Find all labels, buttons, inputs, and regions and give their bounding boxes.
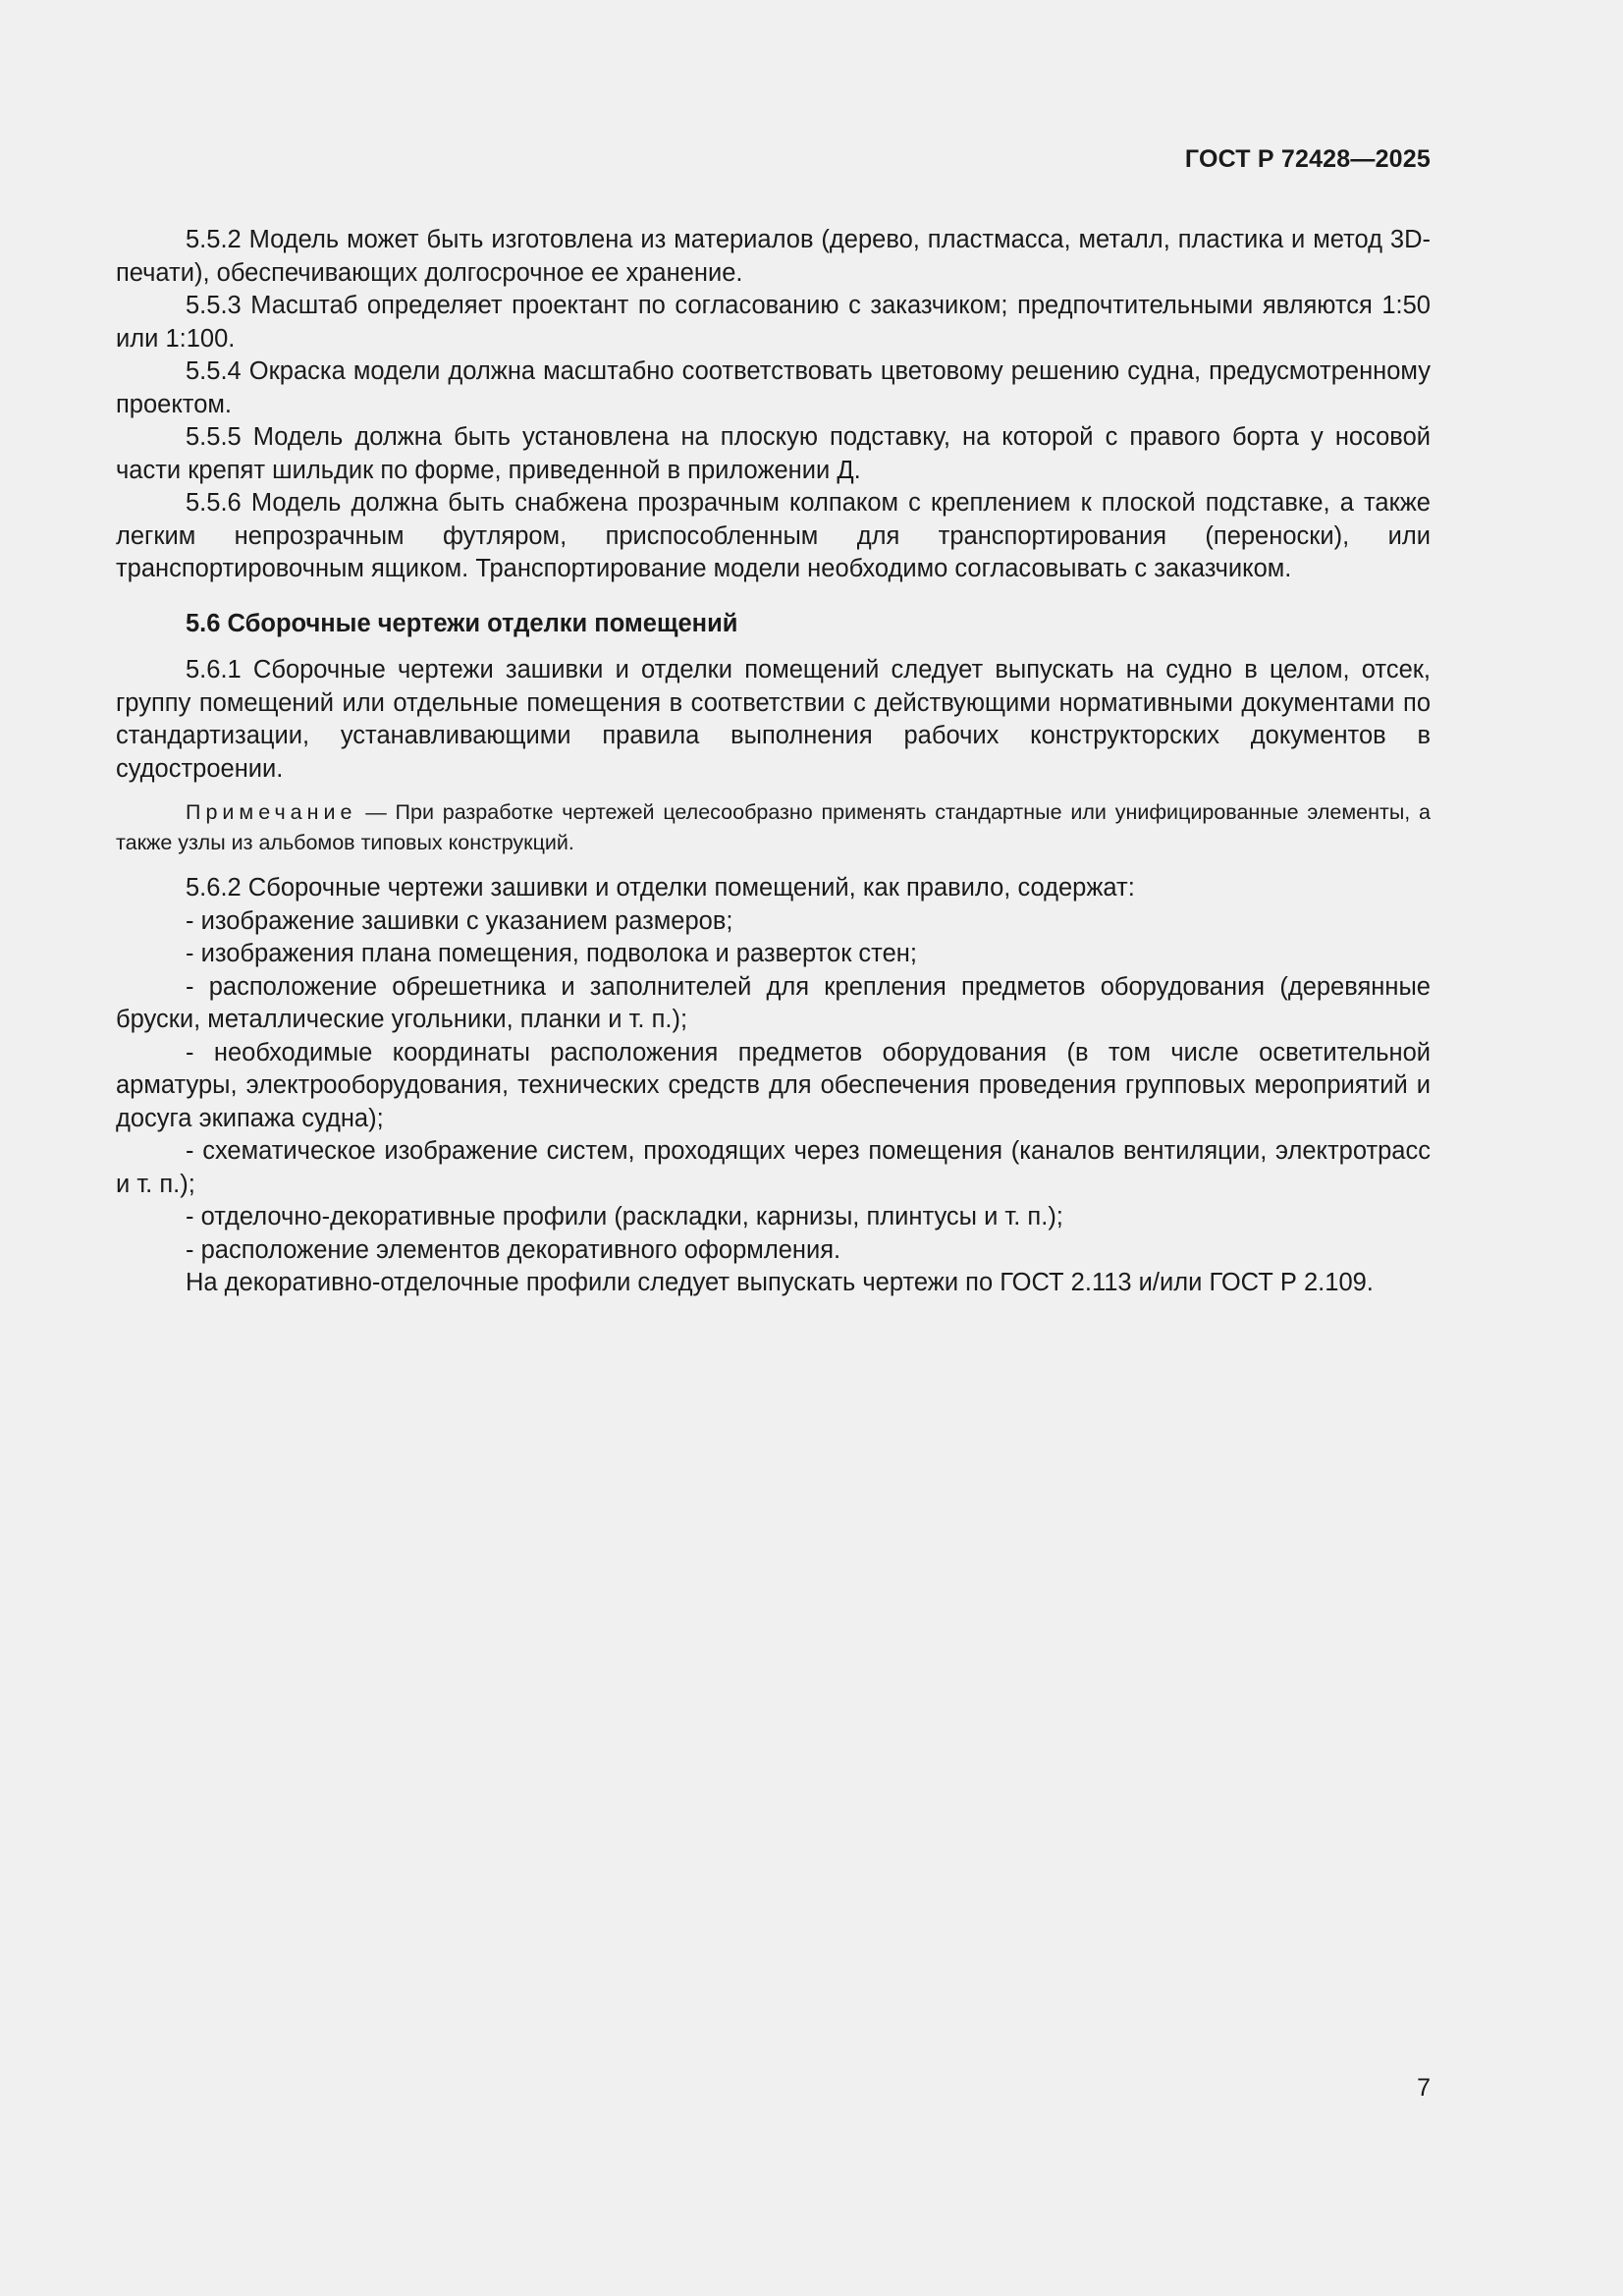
list-item: - расположение элементов декоративного оформления. — [186, 1235, 841, 1264]
note-label: Примечание — [186, 800, 357, 824]
paragraph-5-5-4: 5.5.4 Окраска модели должна масштабно соответствовать цветовому решению судна, предусмотренному проектом. — [116, 357, 1431, 418]
note-text: — При разработке чертежей целесообразно применять стандартные или унифицированные элементы, а также узлы из альбомов типовых конструкций. — [116, 800, 1431, 854]
paragraph-5-5-5: 5.5.5 Модель должна быть установлена на плоскую подставку, на которой с правого борта у носовой части крепят шильдик по форме, приведенной в приложении Д. — [116, 423, 1431, 484]
document-header-id: ГОСТ Р 72428—2025 — [1184, 145, 1431, 173]
list-item: - необходимые координаты расположения предметов оборудования (в том числе осветительной арматуры, электрооборудования, технических средств для обеспечения проведения групповых мероприятий и досуга экипажа судна); — [116, 1038, 1431, 1132]
section-heading-5-6: 5.6 Сборочные чертежи отделки помещений — [186, 609, 738, 637]
note — [116, 797, 1431, 858]
page-number: 7 — [1417, 2074, 1431, 2102]
list-item: - отделочно-декоративные профили (раскладки, карнизы, плинтусы и т. п.); — [186, 1203, 1063, 1230]
paragraph-5-6-1: 5.6.1 Сборочные чертежи зашивки и отделки помещений следует выпускать на судно в целом, отсек, группу помещений или отдельные помещения в соответствии с действующими нормативными документами по стандартизации, устанавливающими правила выполнения рабочих конструкторских документов в судостроении. — [116, 656, 1431, 783]
paragraph-5-5-3: 5.5.3 Масштаб определяет проектант по согласованию с заказчиком; предпочтительными являются 1:50 или 1:100. — [116, 292, 1431, 353]
list-item: - изображение зашивки с указанием размеров; — [186, 906, 733, 935]
list-item: - расположение обрешетника и заполнителей для крепления предметов оборудования (деревянные бруски, металлические угольники, планки и т. п.); — [116, 972, 1431, 1033]
paragraph-5-5-6: 5.5.6 Модель должна быть снабжена прозрачным колпаком с креплением к плоской подставке, а также легким непрозрачным футляром, приспособленным для транспортирования (переноски), или транспортировочным ящиком. Транспортирование модели необходимо согласовывать с заказчиком. — [116, 489, 1431, 582]
paragraph-5-5-2: 5.5.2 Модель может быть изготовлена из материалов (дерево, пластмасса, металл, пластика и метод 3D-печати), обеспечивающих долгосрочное ее хранение. — [116, 226, 1431, 287]
closing-paragraph: На декоративно-отделочные профили следует выпускать чертежи по ГОСТ 2.113 и/или ГОСТ Р 2.109. — [186, 1269, 1374, 1296]
document-body — [116, 224, 1431, 1300]
list-item: - изображения плана помещения, подволока и разверток стен; — [186, 940, 917, 967]
list-item: - схематическое изображение систем, проходящих через помещения (каналов вентиляции, электротрасс и т. п.); — [116, 1137, 1431, 1198]
paragraph-5-6-2: 5.6.2 Сборочные чертежи зашивки и отделки помещений, как правило, содержат: — [186, 874, 1135, 902]
